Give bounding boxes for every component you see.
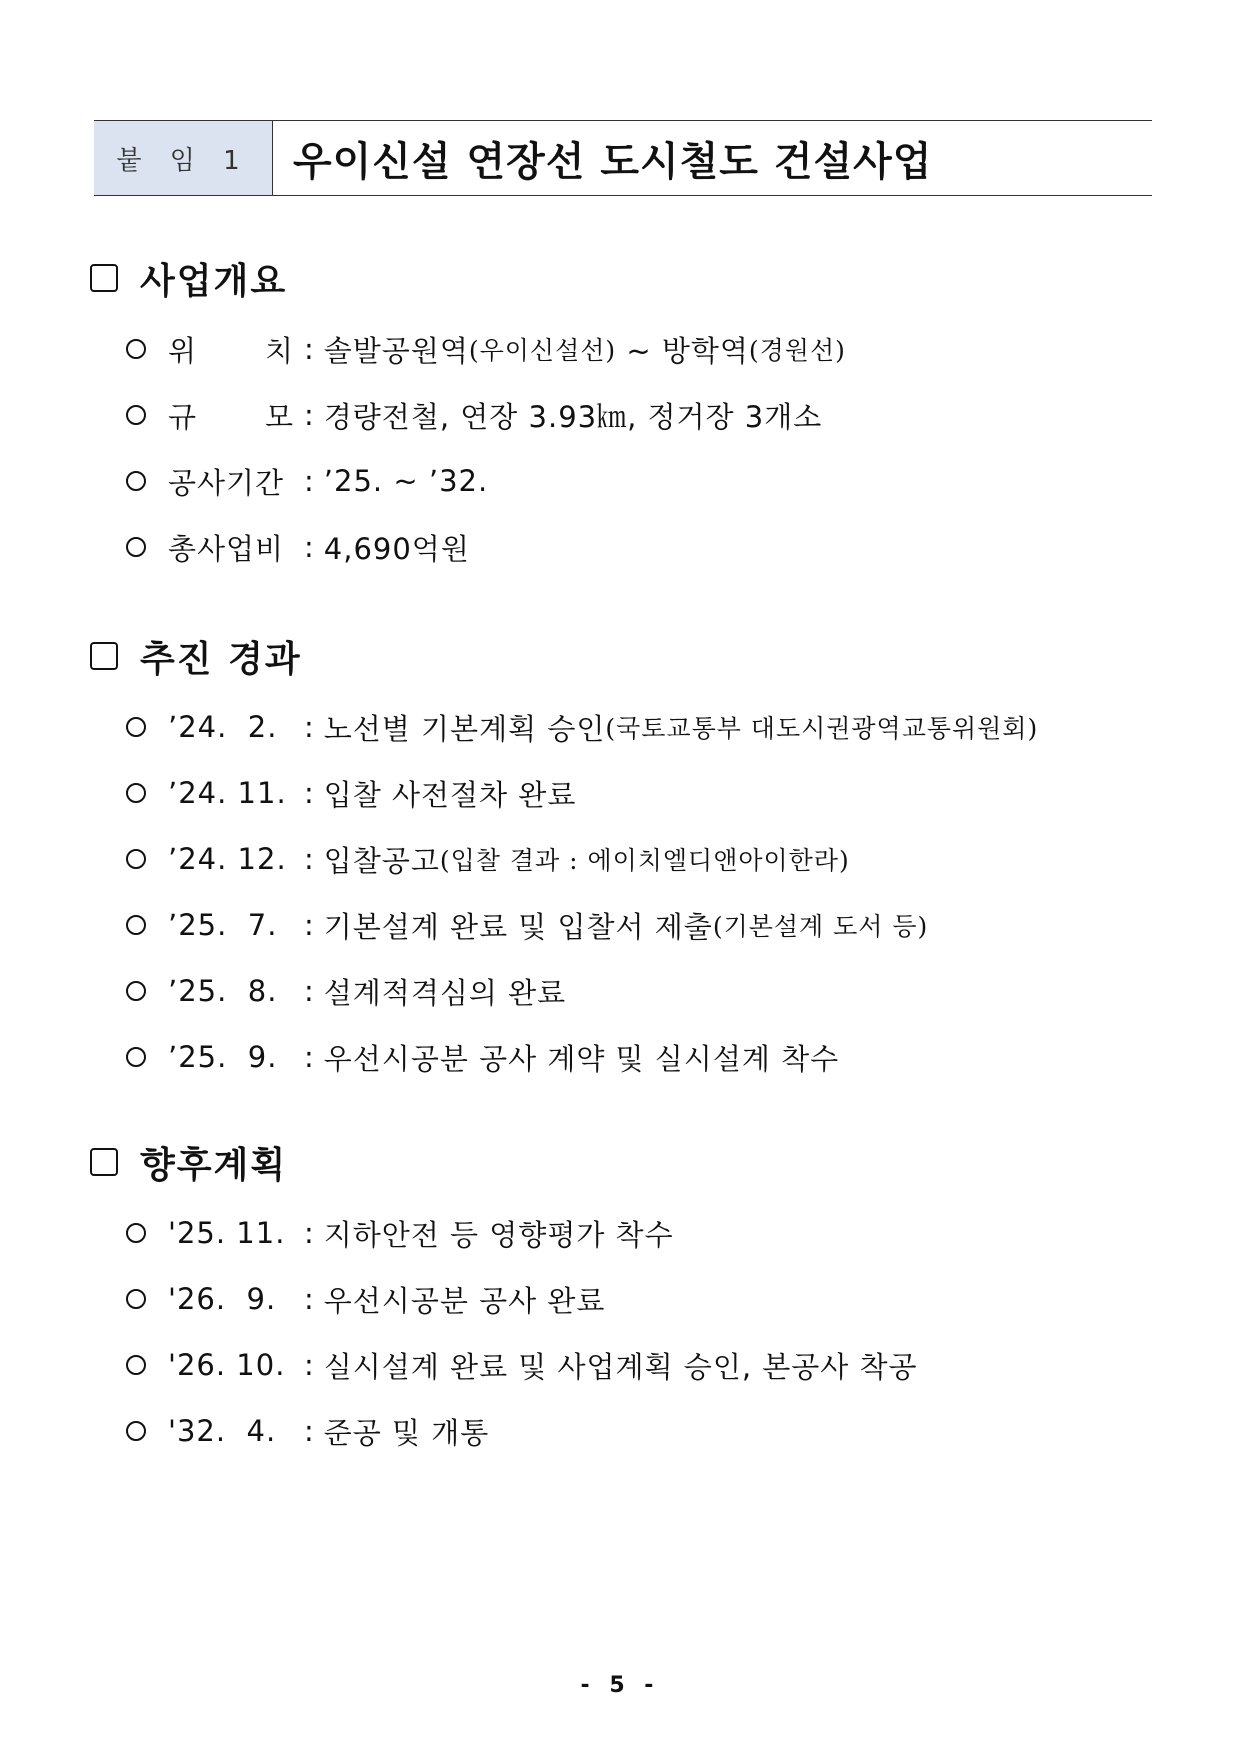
item-text: 4,690억원 (323, 531, 470, 566)
section-overview (90, 248, 846, 580)
colon-separator: : (304, 1348, 314, 1382)
list-item (126, 826, 1038, 892)
section-heading (90, 248, 846, 308)
colon-separator: : (304, 974, 314, 1008)
circle-bullet-icon (126, 849, 146, 869)
item-text: 경량전철, 연장 3.93㎞, 정거장 3개소 (323, 399, 823, 434)
item-text: 준공 및 개통 (323, 1415, 490, 1450)
item-date: ’25. 9. (168, 1040, 278, 1074)
colon-separator: : (304, 776, 314, 810)
page-number: - 5 - (580, 1673, 660, 1698)
item-label: 총사업비 (168, 531, 285, 566)
attachment-header (94, 120, 1152, 196)
colon-separator: : (304, 530, 314, 564)
section-future-plan (90, 1132, 918, 1464)
item-note: (국토교통부 대도시권광역교통위원회) (605, 714, 1039, 743)
checkbox-icon (90, 642, 118, 670)
colon-separator: : (304, 1216, 314, 1250)
list-item (126, 1024, 1038, 1090)
circle-bullet-icon (126, 1421, 146, 1441)
item-text: 우선시공분 공사 계약 및 실시설계 착수 (323, 1041, 840, 1076)
item-text: 노선별 기본계획 승인 (323, 711, 606, 746)
item-note: (경원선) (748, 336, 846, 365)
item-note: (우이신설선) (468, 336, 617, 365)
item-date: '26. 9. (168, 1282, 277, 1316)
item-date: ’25. 7. (168, 908, 278, 942)
item-date: ’24. 11. (168, 776, 287, 810)
colon-separator: : (304, 398, 314, 432)
item-label: 공사기간 (168, 465, 285, 500)
section-heading (90, 1132, 918, 1192)
colon-separator: : (304, 1414, 314, 1448)
item-date: '26. 10. (168, 1348, 286, 1382)
section-title: 향후계획 (140, 1144, 288, 1186)
list-item (126, 958, 1038, 1024)
item-label (168, 329, 294, 370)
circle-bullet-icon (126, 915, 146, 935)
colon-separator: : (304, 1040, 314, 1074)
colon-separator: : (304, 908, 314, 942)
list-item (126, 316, 846, 382)
item-label-part: 모 (264, 399, 294, 434)
colon-separator: : (304, 332, 314, 366)
list-item (126, 382, 846, 448)
item-date: ’24. 12. (168, 842, 287, 876)
section-title: 사업개요 (140, 260, 288, 302)
list-item (126, 694, 1038, 760)
item-text: 입찰 사전절차 완료 (323, 777, 577, 812)
circle-bullet-icon (126, 717, 146, 737)
circle-bullet-icon (126, 981, 146, 1001)
circle-bullet-icon (126, 1355, 146, 1375)
item-text: ~ 방학역 (616, 333, 749, 368)
circle-bullet-icon (126, 537, 146, 557)
section-title: 추진 경과 (140, 638, 302, 680)
colon-separator: : (304, 1282, 314, 1316)
circle-bullet-icon (126, 1223, 146, 1243)
item-text: ’25. ~ ’32. (323, 464, 489, 498)
list-item (126, 1332, 918, 1398)
list-item (126, 514, 846, 580)
list-item (126, 1200, 918, 1266)
checkbox-icon (90, 264, 118, 292)
colon-separator: : (304, 842, 314, 876)
item-text: 입찰공고 (323, 843, 440, 878)
item-label (168, 395, 294, 436)
circle-bullet-icon (126, 783, 146, 803)
list-item (126, 760, 1038, 826)
list-item (126, 1398, 918, 1464)
section-heading (90, 626, 1038, 686)
circle-bullet-icon (126, 339, 146, 359)
document-title: 우이신설 연장선 도시철도 건설사업 (293, 138, 933, 185)
item-text: 설계적격심의 완료 (323, 975, 567, 1010)
item-label-part: 위 (168, 333, 198, 368)
item-label-part: 규 (168, 399, 198, 434)
list-item (126, 892, 1038, 958)
item-note: (기본설계 도서 등) (712, 912, 929, 941)
checkbox-icon (90, 1148, 118, 1176)
circle-bullet-icon (126, 1289, 146, 1309)
item-date: ’25. 8. (168, 974, 278, 1008)
item-note: (입찰 결과 : 에이치엘디앤아이한라) (439, 846, 850, 875)
item-text: 실시설계 완료 및 사업계획 승인, 본공사 착공 (323, 1349, 918, 1384)
item-text: 기본설계 완료 및 입찰서 제출 (323, 909, 713, 944)
item-label-part: 치 (264, 333, 294, 368)
colon-separator: : (304, 464, 314, 498)
item-date: '25. 11. (168, 1216, 286, 1250)
circle-bullet-icon (126, 471, 146, 491)
colon-separator: : (304, 710, 314, 744)
item-text: 지하안전 등 영향평가 착수 (323, 1217, 674, 1252)
section-progress (90, 626, 1038, 1090)
item-date: ’24. 2. (168, 710, 278, 744)
circle-bullet-icon (126, 1047, 146, 1067)
circle-bullet-icon (126, 405, 146, 425)
item-text: 우선시공분 공사 완료 (323, 1283, 606, 1318)
item-text: 솔발공원역 (323, 333, 469, 368)
list-item (126, 448, 846, 514)
list-item (126, 1266, 918, 1332)
item-date: '32. 4. (168, 1414, 277, 1448)
attachment-label: 붙 임 1 (94, 121, 273, 195)
